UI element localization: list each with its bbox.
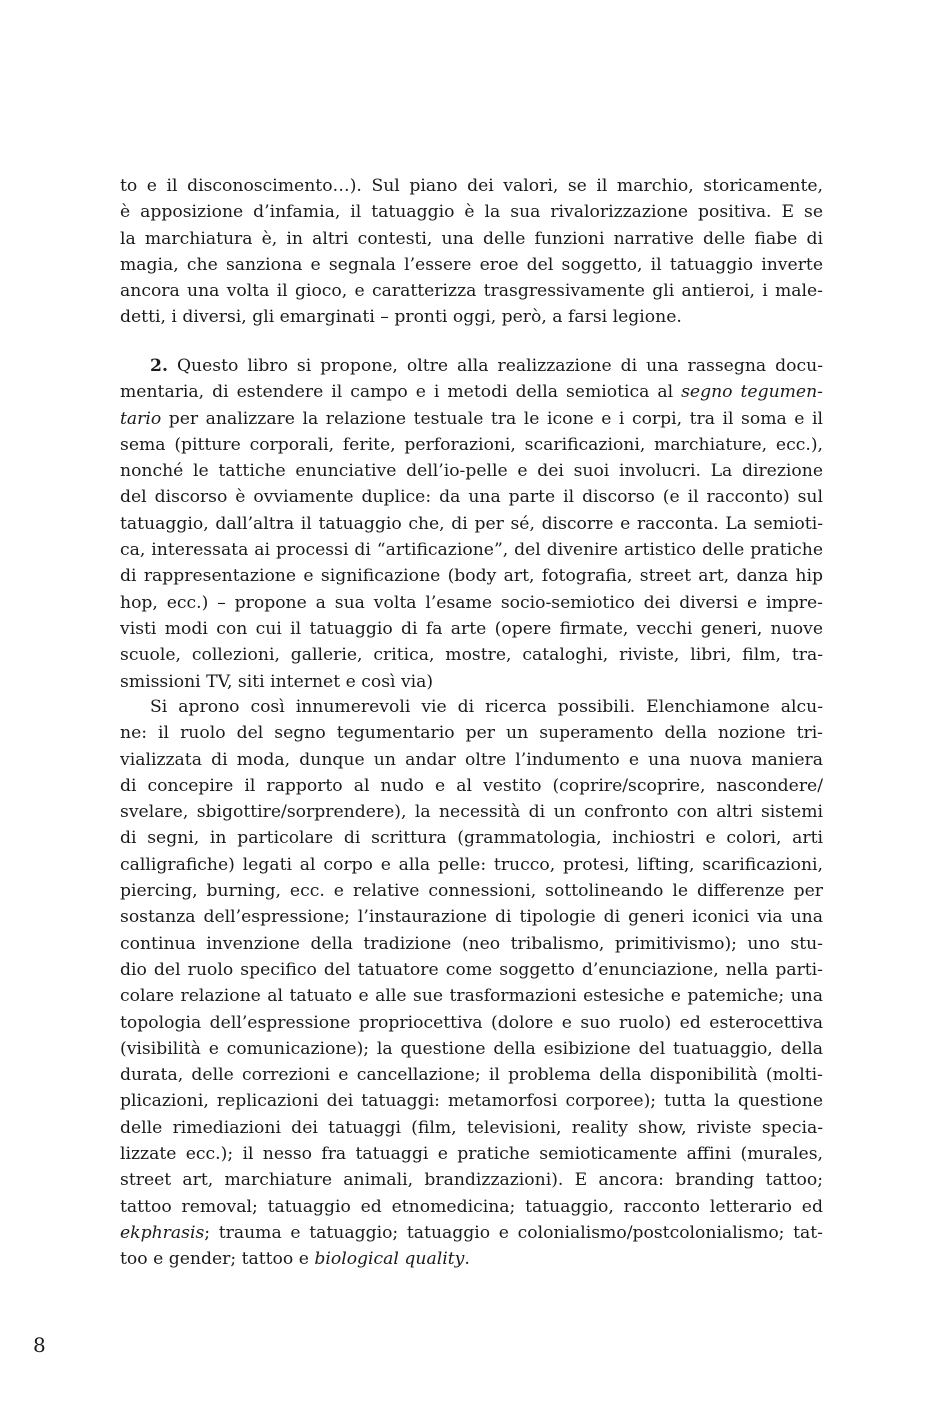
text-line: delle rimediazioni dei tatuaggi (film, televisioni, reality show, riviste specia-: [120, 1117, 823, 1138]
text-line: plicazioni, replicazioni dei tatuaggi: metamorfosi corporee); tutta la questione: [120, 1091, 823, 1112]
text-line: (visibilità e comunicazione); la questione della esibizione del tuatuaggio, della: [120, 1038, 823, 1059]
text-line: vializzata di moda, dunque un andar oltre l’indumento e una nuova maniera: [120, 749, 823, 770]
text-line: continua invenzione della tradizione (neo tribalismo, primitivismo); uno stu-: [120, 933, 823, 954]
text-line: ca, interessata ai processi di “artificazione”, del divenire artistico delle pratiche: [120, 540, 823, 561]
page-number: 8: [33, 1333, 46, 1357]
text-line: ancora una volta il gioco, e caratterizza trasgressivamente gli antieroi, i male-: [120, 281, 823, 302]
text-span: ; trauma e tatuaggio; tatuaggio e colonialismo/postcolonialismo; tat-: [204, 1222, 823, 1243]
text-line: di concepire il rapporto al nudo e al vestito (coprire/scoprire, nascondere/: [120, 775, 823, 796]
text-span: too e gender; tattoo e: [120, 1249, 315, 1270]
italic-term: tario: [120, 408, 162, 429]
text-line: lizzate ecc.); il nesso fra tatuaggi e pratiche semioticamente affini (murales,: [120, 1144, 823, 1165]
text-line: piercing, burning, ecc. e relative connessioni, sottolineando le differenze per: [120, 881, 823, 902]
text-line: del discorso è ovviamente duplice: da una parte il discorso (e il racconto) sul: [120, 487, 823, 508]
text-line: [120, 1246, 823, 1272]
paragraph-section-2: [120, 353, 823, 695]
text-line: sostanza dell’espressione; l’instaurazione di tipologie di generi iconici via una: [120, 907, 823, 928]
text-line: sema (pitture corporali, ferite, perforazioni, scarificazioni, marchiature, ecc.),: [120, 434, 823, 455]
text-line: Si aprono così innumerevoli vie di ricerca possibili. Elenchiamone alcu-: [150, 697, 823, 717]
text-line: nonché le tattiche enunciative dell’io-pelle e dei suoi involucri. La direzione: [120, 461, 823, 482]
text-line: smissioni TV, siti internet e così via): [120, 671, 434, 692]
text-line: [120, 353, 823, 379]
text-line: è apposizione d’infamia, il tatuaggio è la sua rivalorizzazione positiva. E se: [120, 202, 823, 223]
text-line: visti modi con cui il tatuaggio di fa arte (opere firmate, vecchi generi, nuove: [120, 618, 823, 639]
section-number: 2.: [150, 356, 168, 376]
text-line: di rappresentazione e significazione (body art, fotografia, street art, danza hip: [120, 566, 823, 587]
text-line: dio del ruolo specifico del tatuatore come soggetto d’enunciazione, nella parti-: [120, 959, 823, 980]
text-line: hop, ecc.) – propone a sua volta l’esame socio-semiotico dei diversi e impre-: [120, 592, 823, 613]
text-line: svelare, sbigottire/sorprendere), la necessità di un confronto con altri sistemi: [120, 802, 823, 823]
text-span: mentaria, di estendere il campo e i metodi della semiotica al: [120, 382, 682, 403]
text-line: [120, 1220, 823, 1246]
text-line: calligrafiche) legati al corpo e alla pelle: trucco, protesi, lifting, scarificazioni,: [120, 854, 823, 875]
italic-term: ekphrasis: [120, 1222, 205, 1243]
text-span: .: [464, 1249, 470, 1270]
text-line: [120, 379, 823, 405]
text-line: to e il disconoscimento…). Sul piano dei valori, se il marchio, storicamente,: [120, 176, 823, 196]
italic-term: biological quality: [314, 1249, 465, 1270]
text-line: di segni, in particolare di scrittura (grammatologia, inchiostri e colori, arti: [120, 828, 823, 849]
text-line: la marchiatura è, in altri contesti, una delle funzioni narrative delle fiabe di: [120, 228, 823, 249]
text-span: Questo libro si propone, oltre alla realizzazione di una rassegna docu-: [167, 356, 823, 376]
text-line: durata, delle correzioni e cancellazione; il problema della disponibilità (molti-: [120, 1065, 823, 1086]
text-line: scuole, collezioni, gallerie, critica, mostre, cataloghi, riviste, libri, film, tra-: [120, 645, 823, 666]
text-line: colare relazione al tatuato e alle sue trasformazioni estesiche e patemiche; una: [120, 986, 823, 1007]
paragraph-research-directions: [120, 694, 823, 1273]
text-line: tatuaggio, dall’altra il tatuaggio che, di per sé, discorre e racconta. La semioti-: [120, 513, 823, 534]
text-line: topologia dell’espressione propriocettiva (dolore e suo ruolo) ed esterocettiva: [120, 1012, 823, 1033]
text-line: street art, marchiature animali, brandizzazioni). E ancora: branding tattoo;: [120, 1170, 823, 1191]
text-line: magia, che sanziona e segnala l’essere eroe del soggetto, il tatuaggio inverte: [120, 254, 823, 275]
text-line: [120, 406, 823, 432]
text-line: detti, i diversi, gli emarginati – pronti oggi, però, a farsi legione.: [120, 307, 682, 328]
italic-term: segno tegumen-: [681, 382, 823, 403]
paragraph-continuation: [120, 173, 823, 331]
text-line: tattoo removal; tatuaggio ed etnomedicina; tatuaggio, racconto letterario ed: [120, 1196, 823, 1217]
text-span: per analizzare la relazione testuale tra le icone e i corpi, tra il soma e il: [161, 408, 823, 429]
text-line: ne: il ruolo del segno tegumentario per un superamento della nozione tri-: [120, 723, 823, 744]
